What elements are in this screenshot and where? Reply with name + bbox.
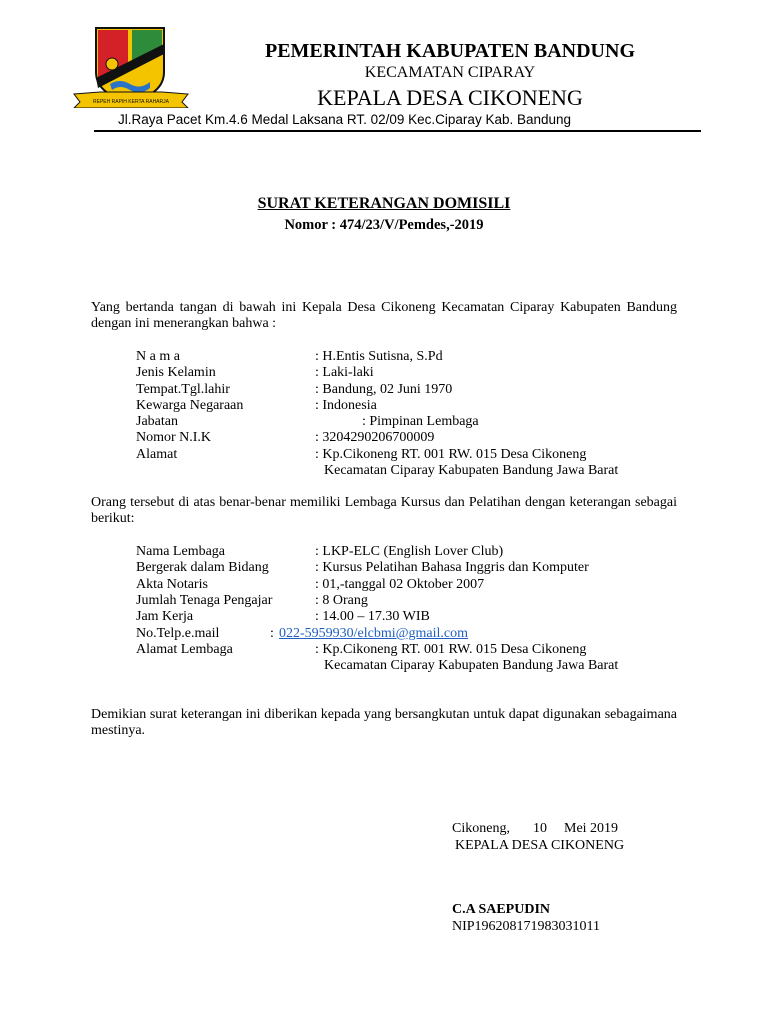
signature-position: KEPALA DESA CIKONENG (455, 838, 625, 853)
kop-line-2: KECAMATAN CIPARAY (364, 64, 536, 81)
logo-ornament (106, 58, 118, 70)
field-value-kewarganegaraan: : Indonesia (315, 398, 377, 413)
kop-address: Jl.Raya Pacet Km.4.6 Medal Laksana RT. 02/09 Kec.Ciparay Kab. Bandung (118, 112, 572, 127)
field-label-jenis-kelamin: Jenis Kelamin (136, 365, 216, 380)
field-value-nik: : 3204290206700009 (315, 430, 435, 445)
field-label-nama-lembaga: Nama Lembaga (136, 544, 226, 559)
letter-number: Nomor : 474/23/V/Pemdes,-2019 (284, 217, 484, 233)
signature-name: C.A SAEPUDIN (452, 902, 551, 917)
logo-motto: REPEH RAPIH KERTA RAHARJA (93, 99, 169, 105)
field-label-alamat: Alamat (136, 447, 178, 462)
field-label-jabatan: Jabatan (136, 414, 178, 429)
field-value-jenis-kelamin: : Laki-laki (315, 365, 374, 380)
field-value-akta: : 01,-tanggal 02 Oktober 2007 (315, 577, 485, 592)
field-label-nama: N a m a (136, 349, 180, 364)
field-colon-telp-email: : (270, 626, 274, 641)
letter-title: SURAT KETERANGAN DOMISILI (257, 195, 511, 212)
field-label-alamat-lembaga: Alamat Lembaga (136, 642, 233, 657)
intro-paragraph: Yang bertanda tangan di bawah ini Kepala Desa Cikoneng Kecamatan Ciparay Kabupaten Bandung dengan ini menerangkan bahwa : (91, 300, 677, 331)
field-value-alamat-line2: Kecamatan Ciparay Kabupaten Bandung Jawa Barat (324, 463, 619, 478)
signature-day: 10 (533, 821, 547, 836)
field-label-bidang: Bergerak dalam Bidang (136, 560, 269, 575)
closing-paragraph: Demikian surat keterangan ini diberikan kepada yang bersangkutan untuk dapat digunakan sebagaimana mestinya. (91, 707, 677, 738)
field-value-alamat-lembaga-line2: Kecamatan Ciparay Kabupaten Bandung Jawa Barat (324, 658, 619, 673)
field-value-jam-kerja: : 14.00 – 17.30 WIB (315, 609, 430, 624)
field-label-pengajar: Jumlah Tenaga Pengajar (136, 593, 273, 608)
middle-paragraph: Orang tersebut di atas benar-benar memiliki Lembaga Kursus dan Pelatihan dengan keterangan sebagai berikut: (91, 495, 677, 526)
field-label-akta: Akta Notaris (136, 577, 208, 592)
field-value-alamat: : Kp.Cikoneng RT. 001 RW. 015 Desa Cikoneng (315, 447, 587, 462)
signature-place: Cikoneng, (452, 821, 510, 836)
field-label-ttl: Tempat.Tgl.lahir (136, 382, 230, 397)
field-value-pengajar: : 8 Orang (315, 593, 368, 608)
kop-divider (94, 130, 701, 132)
field-label-jam-kerja: Jam Kerja (136, 609, 194, 624)
field-value-nama: : H.Entis Sutisna, S.Pd (315, 349, 443, 364)
field-value-bidang: : Kursus Pelatihan Bahasa Inggris dan Komputer (315, 560, 589, 575)
field-label-nik: Nomor N.I.K (136, 430, 212, 445)
field-value-jabatan: : Pimpinan Lembaga (362, 414, 479, 429)
email-link[interactable]: 022-5959930/elcbmi@gmail.com (279, 626, 469, 641)
field-value-nama-lembaga: : LKP-ELC (English Lover Club) (315, 544, 504, 559)
signature-month-year: Mei 2019 (564, 821, 619, 836)
kabupaten-bandung-logo (70, 22, 192, 108)
field-value-ttl: : Bandung, 02 Juni 1970 (315, 382, 453, 397)
field-label-kewarganegaraan: Kewarga Negaraan (136, 398, 244, 413)
field-value-alamat-lembaga: : Kp.Cikoneng RT. 001 RW. 015 Desa Cikoneng (315, 642, 587, 657)
signature-nip: NIP196208171983031011 (452, 919, 601, 934)
kop-line-3: KEPALA DESA CIKONENG (317, 85, 583, 110)
kop-line-1: PEMERINTAH KABUPATEN BANDUNG (264, 40, 635, 62)
field-label-telp-email: No.Telp.e.mail (136, 626, 220, 641)
